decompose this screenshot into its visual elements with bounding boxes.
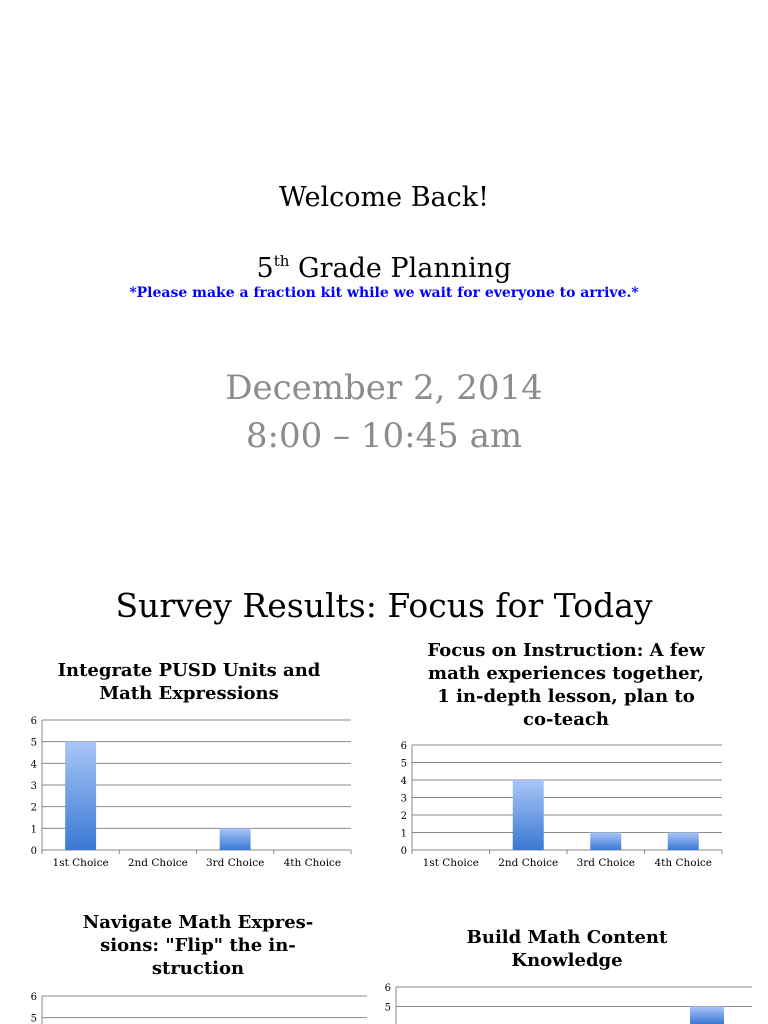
chart-2-x-label: 3rd Choice: [576, 857, 635, 869]
chart-2-y-tick: 2: [400, 811, 407, 822]
chart-2-x-label: 1st Choice: [422, 857, 479, 869]
chart-1-y-tick: 1: [30, 824, 37, 836]
chart-1-y-tick: 0: [30, 846, 37, 857]
chart-1-x-label: 2nd Choice: [127, 857, 188, 869]
chart-2-y-tick: 0: [400, 846, 407, 857]
chart-3-y-tick: 5: [30, 1013, 37, 1024]
chart-2-y-tick: 1: [400, 828, 407, 840]
chart-2-x-label: 2nd Choice: [498, 857, 559, 869]
grade-number: 5: [256, 253, 274, 284]
chart-3-title: Navigate Math Expres-sions: "Flip" the in-struction: [82, 912, 314, 979]
chart-2-bar: [668, 833, 699, 851]
meeting-date: December 2, 2014: [225, 368, 543, 408]
chart-4-y-tick: 6: [384, 983, 391, 994]
fraction-kit-note: *Please make a fraction kit while we wait for everyone to arrive.*: [129, 285, 639, 301]
grade-ordinal-suffix: th: [273, 252, 290, 270]
chart-1-bar: [65, 742, 96, 850]
chart-2-y-tick: 4: [400, 776, 407, 787]
chart-1-x-label: 3rd Choice: [205, 857, 265, 869]
chart-2-bar: [513, 780, 544, 850]
chart-1-y-tick: 3: [30, 781, 37, 792]
chart-1-x-label: 4th Choice: [283, 857, 342, 869]
grade-planning-text: Grade Planning: [289, 253, 512, 284]
chart-1-y-tick: 2: [30, 802, 37, 814]
chart-1-y-tick: 5: [30, 737, 37, 749]
chart-2-y-tick: 6: [400, 741, 407, 752]
chart-1-y-tick: 4: [30, 759, 37, 771]
chart-2-title: Focus on Instruction: A few math experiences together, 1 in-depth lesson, plan to co-teach: [427, 640, 705, 730]
chart-2-y-tick: 5: [400, 758, 407, 770]
chart-1-title: Integrate PUSD Units and Math Expressions: [57, 660, 321, 704]
chart-4-y-tick: 5: [384, 1002, 391, 1014]
chart-2-bar: [590, 833, 621, 851]
chart-1-y-tick: 6: [30, 716, 37, 727]
chart-1-x-label: 1st Choice: [52, 857, 109, 869]
chart-3-y-tick: 6: [30, 992, 37, 1003]
chart-2-x-label: 4th Choice: [654, 857, 713, 869]
survey-results-title: Survey Results: Focus for Today: [115, 586, 653, 625]
meeting-time: 8:00 – 10:45 am: [245, 416, 523, 456]
chart-2-y-tick: 3: [400, 793, 407, 805]
chart-1-bar: [220, 828, 251, 850]
chart-4-bar: [690, 1007, 724, 1024]
chart-4-title: Build Math Content Knowledge: [466, 927, 668, 971]
welcome-title: Welcome Back!: [279, 182, 489, 213]
